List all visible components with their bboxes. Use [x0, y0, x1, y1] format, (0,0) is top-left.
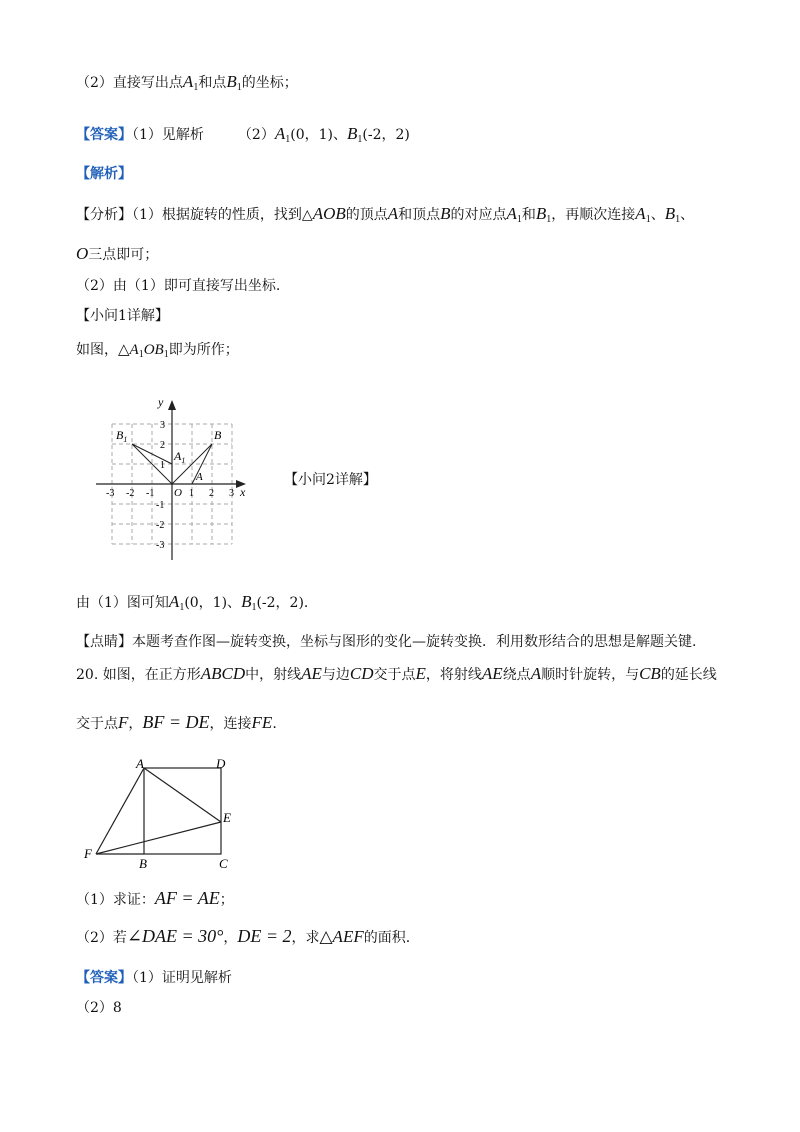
fenxi-line1: 【分析】（1）根据旋转的性质，找到△AOB的顶点A和顶点B的对应点A1和B1，再顺次连接A1、B1、: [76, 204, 695, 225]
label-a1: $A_1$: [174, 449, 186, 465]
answer-section: [76, 124, 410, 147]
label-e: E: [223, 810, 231, 825]
coordinate-grid-figure: [90, 392, 265, 567]
y-tick-labels: [156, 420, 165, 551]
fenxi-tag: 【分析】: [76, 207, 132, 223]
equation-bf-de: BF = DE: [142, 712, 210, 732]
point-a1: A1: [274, 124, 291, 145]
svg-text:-2: -2: [156, 520, 165, 531]
fenxi-part2: （2）由（1）即可直接写出坐标.: [76, 278, 281, 294]
question-part2-prompt: [76, 72, 298, 95]
b1-coordinate: (-2，2): [362, 127, 410, 143]
svg-text:2: 2: [209, 488, 214, 499]
text: 和点: [198, 75, 227, 91]
point-b1: B1: [346, 124, 363, 145]
text: 的坐标；: [241, 75, 298, 91]
label-a: A: [136, 756, 144, 771]
label-d: D: [216, 756, 226, 771]
q20-line2: 交于点F，BF = DE，连接FE.: [76, 712, 277, 732]
triangle-aef: △AEF: [319, 927, 364, 946]
svg-text:1: 1: [189, 488, 194, 499]
y-axis-arrow-icon: [168, 400, 176, 410]
dianjing-section: [76, 632, 696, 652]
q20-part2: （2）若∠DAE = 30°，DE = 2，求△AEF的面积.: [76, 926, 411, 946]
x-label: x: [240, 485, 246, 499]
svg-text:-1: -1: [156, 500, 165, 511]
equation-af-ae: AF = AE: [154, 888, 220, 908]
origin-label: O: [174, 487, 182, 499]
fenxi-line2: O三点即可；: [76, 244, 159, 263]
detail2-tag: 【小问2详解】: [284, 472, 377, 488]
dianjing-tag: 【点睛】: [76, 634, 132, 650]
answer-tag: 【答案】: [76, 970, 132, 986]
label-b1: $B_1$: [116, 428, 128, 444]
dianjing-text: 本题考查作图—旋转变换，坐标与图形的变化—旋转变换．利用数形结合的思想是解题关键.: [132, 634, 697, 650]
equation-de: DE = 2: [237, 926, 292, 946]
analysis-tag: 【解析】: [76, 166, 132, 182]
answer2-section: [76, 968, 232, 988]
svg-text:-3: -3: [106, 488, 115, 499]
detail2-text: 由（1）图可知A1(0，1)、B1(-2，2).: [76, 592, 309, 613]
square-abcd: [144, 768, 221, 854]
label-b: B: [139, 856, 147, 871]
label-a: A: [196, 471, 203, 483]
answer-part2-label: （2）: [237, 127, 275, 143]
segment-o-b1: [132, 444, 172, 484]
detail1-text: 如图，$\triangle A_1OB_1$即为所作；: [76, 342, 239, 360]
detail1-tag: 【小问1详解】: [76, 308, 169, 324]
svg-text:-3: -3: [156, 540, 165, 551]
text: （2）直接写出点: [76, 75, 183, 91]
svg-text:3: 3: [160, 420, 165, 431]
angle-dae: ∠DAE = 30°: [126, 926, 224, 946]
svg-text:-1: -1: [146, 488, 155, 499]
svg-text:3: 3: [229, 488, 234, 499]
q20-part1: （1）求证：AF = AE；: [76, 888, 234, 908]
segment-fe: [96, 822, 221, 854]
square-figure: [80, 756, 250, 872]
q20-line1: 20. 如图，在正方形ABCD中，射线AE与边CD交于点E，将射线AE绕点A顺时针旋转，与CB的延长线: [76, 664, 717, 683]
y-label: y: [158, 395, 164, 409]
answer2-part2: （2）8: [76, 1000, 122, 1016]
x-tick-labels: [106, 488, 234, 499]
segment-af: [96, 768, 144, 854]
answer-part1: （1）见解析: [132, 127, 204, 143]
label-c: C: [219, 856, 228, 871]
a1-coordinate: (0，1)、: [290, 127, 347, 143]
svg-text:2: 2: [160, 440, 165, 451]
answer-part1: （1）证明见解析: [132, 970, 232, 986]
label-b: B: [214, 428, 222, 442]
svg-text:-2: -2: [126, 488, 135, 499]
answer-tag: 【答案】: [76, 127, 132, 143]
label-f: F: [84, 846, 92, 861]
point-a1: A1: [182, 72, 199, 93]
point-b1: B1: [226, 72, 242, 93]
svg-text:1: 1: [160, 460, 165, 471]
segment-ae: [144, 768, 221, 822]
